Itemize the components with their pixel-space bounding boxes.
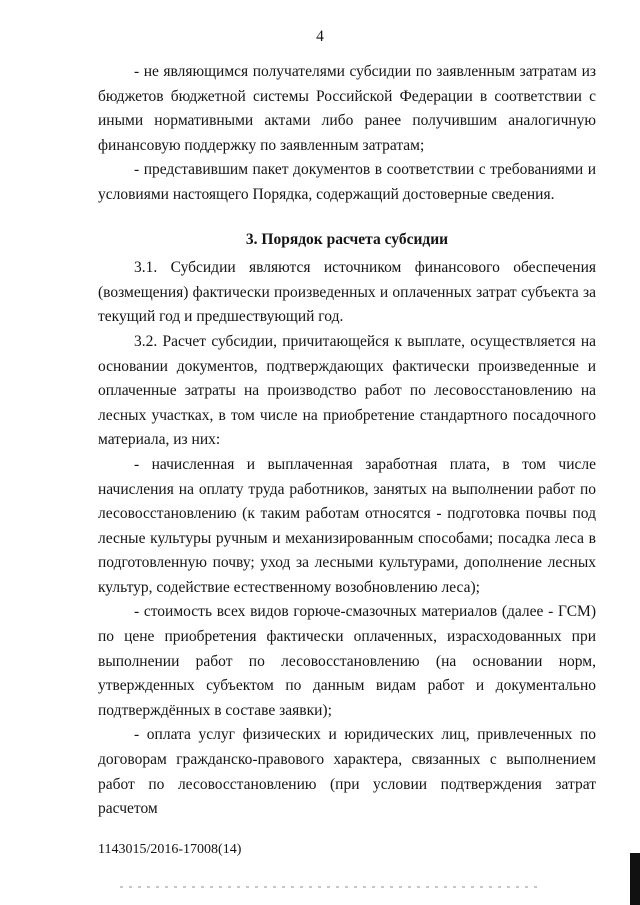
document-body [98,60,596,822]
page-number: 4 [316,28,324,45]
list-item-wages: - начисленная и выплаченная заработная плата, в том числе начисления на оплату труда работников, занятых на выполнении работ по лесовосстановлению (к таким работам относятся - подготовка почвы под лесные культуры ручным и механизированным способами; посадка леса в подготовленную почву; уход за лесными культурами, дополнение лесных культур, содействие естественному возобновлению леса); [98,455,596,596]
paragraph-3-2: 3.2. Расчет субсидии, причитающейся к выплате, осуществляется на основании документов, подтверждающих фактически произведенные и оплаченные затраты на производство работ по лесовосстановлению на лесных участках, в том числе на приобретение стандартного посадочного материала, из них: [98,332,596,449]
paragraph-3-1: 3.1. Субсидии являются источником финансового обеспечения (возмещения) фактически произведенных и оплаченных затрат субъекта за текущий год и предшествующий год. [98,259,596,326]
document-id-footer: 1143015/2016-17008(14) [98,842,242,857]
paragraph-submitted-documents: - представившим пакет документов в соответствии с требованиями и условиями настоящего Порядка, содержащий достоверные сведения. [98,161,596,203]
section-heading: 3. Порядок расчета субсидии [245,230,449,248]
scan-edge-mark [630,853,640,905]
scan-noise-line [120,886,540,888]
list-item-fuel: - стоимость всех видов горюче-смазочных материалов (далее - ГСМ) по цене приобретения фактически оплаченных, израсходованных при выполнении работ по лесовосстановлению (на основании норм, утвержденных субъектом по данным видам работ и документально подтверждённых в составе заявки); [98,603,596,719]
paragraph-not-recipient: - не являющимся получателями субсидии по заявленным затратам из бюджетов бюджетной системы Российской Федерации в соответствии с иными нормативными актами либо ранее получившим аналогичную финансовую поддержку по заявленным затратам; [98,63,596,154]
list-item-services: - оплата услуг физических и юридических лиц, привлеченных по договорам гражданско-правового характера, связанных с выполнением работ по лесовосстановлению (при условии подтверждения затрат расчетом [98,726,596,818]
